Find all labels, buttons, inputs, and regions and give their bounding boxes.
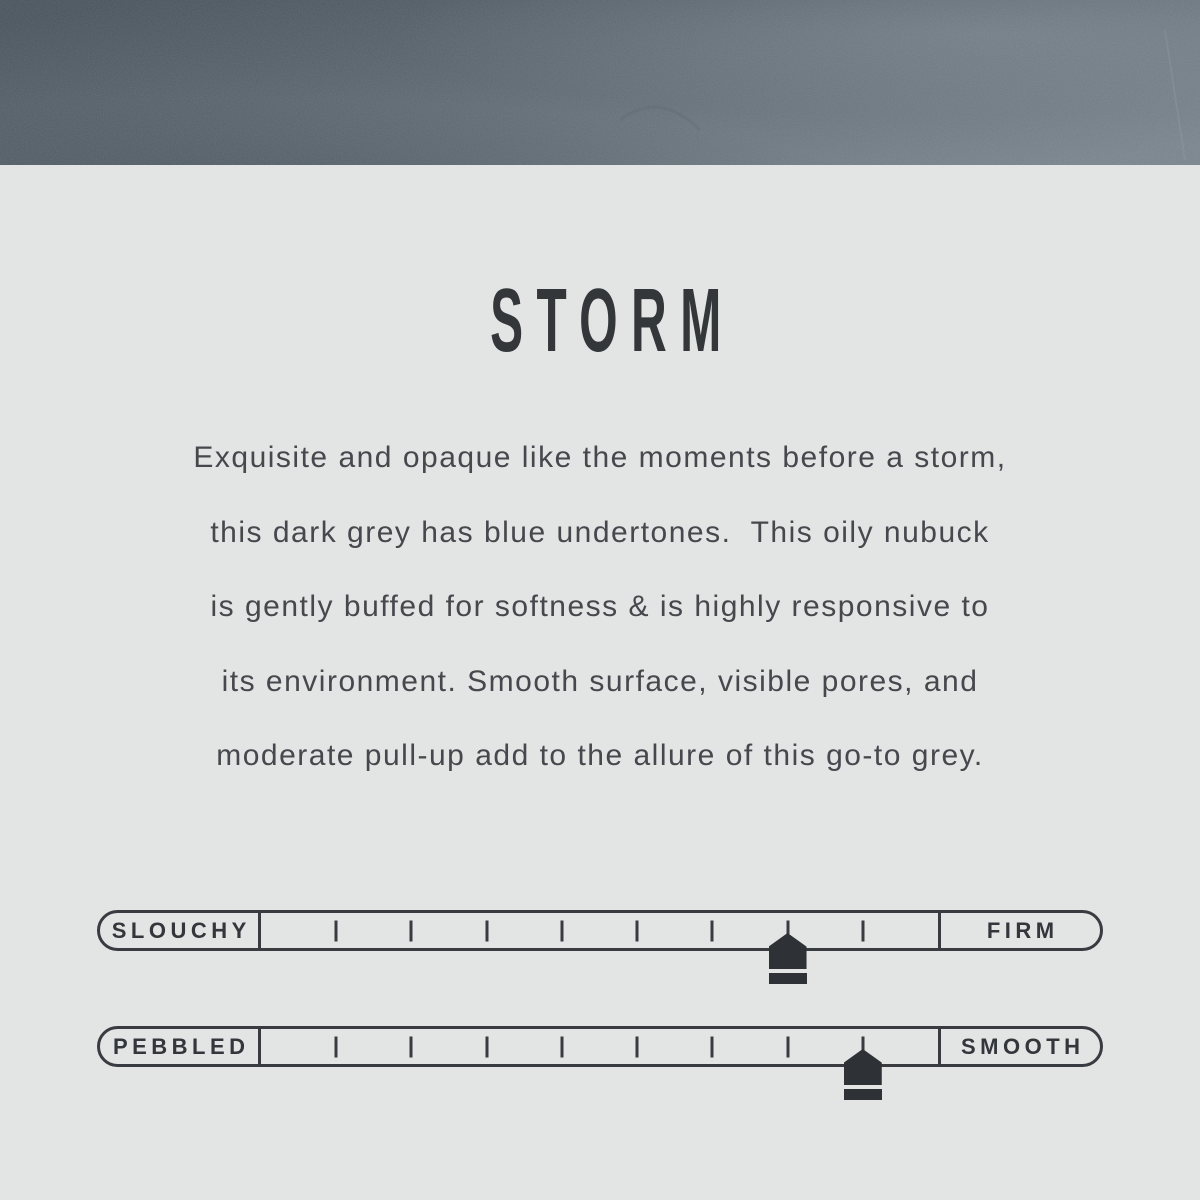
tick-mark [861,920,864,941]
surface-scale-right-label [938,1029,1100,1064]
tick-mark [636,1036,639,1057]
tick-mark [335,920,338,941]
tick-mark [711,1036,714,1057]
tick-mark [485,1036,488,1057]
label-text: PEBBLED [112,1033,250,1059]
color-description [0,421,1200,794]
firmness-scale-track [261,913,938,948]
surface-scale-track [261,1029,938,1064]
tick-mark [335,1036,338,1057]
page-title [0,271,1200,371]
leather-photo-banner [0,0,1200,165]
firmness-scale-right-label [938,913,1100,948]
leather-texture-image [0,0,1200,165]
description-line: moderate pull-up add to the allure of this go-to grey. [216,739,984,773]
tick-mark [410,920,413,941]
marker-head [844,1049,882,1085]
tick-mark [485,920,488,941]
tick-mark [711,920,714,941]
tick-mark [636,920,639,941]
tick-mark [560,920,563,941]
marker-bar [769,973,807,984]
description-line: its environment. Smooth surface, visible pores, and [221,664,979,698]
marker-bar [844,1089,882,1100]
scale-position-marker [844,1049,882,1100]
label-text: SMOOTH [960,1033,1085,1059]
marker-head [769,933,807,969]
description-line: is gently buffed for softness & is highly responsive to [210,590,990,624]
color-name-text: STORM [489,271,735,371]
firmness-scale [97,910,1103,951]
description-line: Exquisite and opaque like the moments before a storm, [193,441,1007,474]
label-text: FIRM [986,917,1059,943]
firmness-scale-left-label [100,913,261,948]
surface-scale-left-label [100,1029,261,1064]
scale-position-marker [769,933,807,984]
surface-scale [97,1026,1103,1067]
label-text: SLOUCHY [111,917,251,943]
tick-mark [560,1036,563,1057]
tick-mark [410,1036,413,1057]
tick-mark [786,1036,789,1057]
description-line: this dark grey has blue undertones. This oily nubuck [210,515,990,549]
